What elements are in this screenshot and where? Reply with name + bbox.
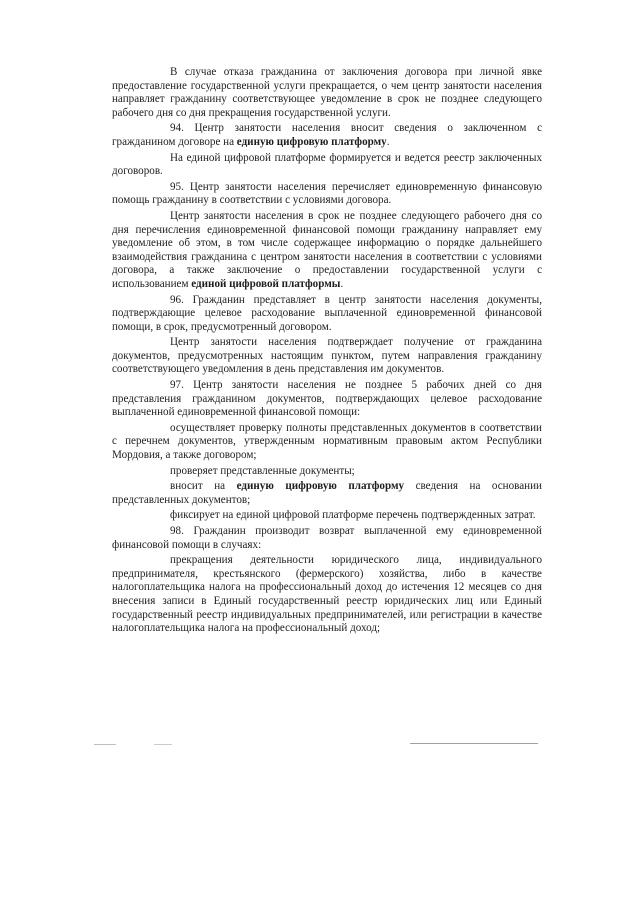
text-span: Центр занятости населения подтверждает получение от гражданина документов, предусмотренных настоящим пунктом, путем направления гражданину соответствующего уведомления в день представления им документов. — [112, 336, 542, 376]
paragraph-96 — [112, 294, 542, 335]
text-span: прекращения деятельности юридического лица, индивидуального предпринимателя, крестьянского (фермерского) хозяйства, либо в качестве налогоплательщика налога на профессиональный доход до истечения 12 месяцев со дня внесения записи в Единый государственный реестр юридических лиц или Единый государственный реестр индивидуальных предпринимателей, или регистрации в качестве налогоплательщика налога на профессиональный доход; — [112, 554, 542, 635]
paragraph-94 — [112, 122, 542, 149]
text-span: сведения на основании представленных документов; — [112, 480, 542, 506]
paragraph-enters — [112, 480, 542, 507]
text-span: 97. Центр занятости населения не позднее 5 рабочих дней со дня представления гражданином документов, подтверждающих целевое расходование выплаченной единовременной финансовой помощи: — [112, 379, 542, 419]
text-span: 94. Центр занятости населения вносит сведения о заключенном с гражданином договоре на — [112, 122, 542, 148]
scan-artifact-left-2 — [154, 744, 172, 745]
paragraph-95 — [112, 181, 542, 208]
paragraph-termination — [112, 554, 542, 636]
paragraph-checks — [112, 465, 542, 479]
paragraph-verifies — [112, 422, 542, 463]
paragraph-98 — [112, 525, 542, 552]
text-span: фиксирует на единой цифровой платформе перечень подтвержденных затрат. — [170, 509, 536, 522]
text-span: 95. Центр занятости населения перечисляет единовременную финансовую помощь гражданину в соответствии с условиями договора. — [112, 180, 542, 207]
text-span: На единой цифровой платформе формируется и ведется реестр заключенных договоров. — [112, 151, 542, 178]
paragraph-registry — [112, 152, 542, 179]
bold-term: единую цифровую платформу — [236, 480, 405, 493]
text-span: В случае отказа гражданина от заключения договора при личной явке предоставление государственной услуги прекращается, о чем центр занятости населения направляет гражданину соответствующее уведомление в срок не позднее следующего рабочего дня со дня прекращения государственной услуги. — [112, 66, 542, 119]
paragraph-notification — [112, 210, 542, 292]
scan-artifact-left — [94, 744, 116, 745]
paragraph-refusal — [112, 66, 542, 120]
text-span: 96. Гражданин представляет в центр занятости населения документы, подтверждающие целевое расходование выплаченной единовременной финансовой помощи, в срок, предусмотренный договором. — [112, 293, 542, 333]
text-span: . — [386, 135, 390, 148]
paragraph-confirmation — [112, 336, 542, 377]
paragraph-97 — [112, 379, 542, 420]
bold-term: единую цифровую платформу — [236, 135, 387, 148]
scan-artifact-right — [410, 743, 538, 744]
paragraph-records — [112, 509, 542, 523]
text-span: . — [340, 277, 344, 290]
text-span: Центр занятости населения в срок не позднее следующего рабочего дня со дня перечисления единовременной финансовой помощи гражданину направляет ему уведомление об этом, в том числе содержащее информацию о порядке дальнейшего взаимодействия гражданина с центром занятости населения в соответствии с условиями договора, а также заключение о предоставлении государственной услуги с использованием — [112, 209, 542, 290]
bold-term: единой цифровой платформы — [191, 277, 341, 290]
text-span: 98. Гражданин производит возврат выплаченной ему единовременной финансовой помощи в случаях: — [112, 525, 542, 551]
document-body — [112, 66, 542, 636]
text-span: проверяет представленные документы; — [170, 464, 355, 477]
text-span: вносит на — [170, 480, 237, 493]
text-span: осуществляет проверку полноты представленных документов в соответствии с перечнем документов, утвержденным нормативным правовым актом Республики Мордовия, а также договором; — [112, 421, 542, 462]
